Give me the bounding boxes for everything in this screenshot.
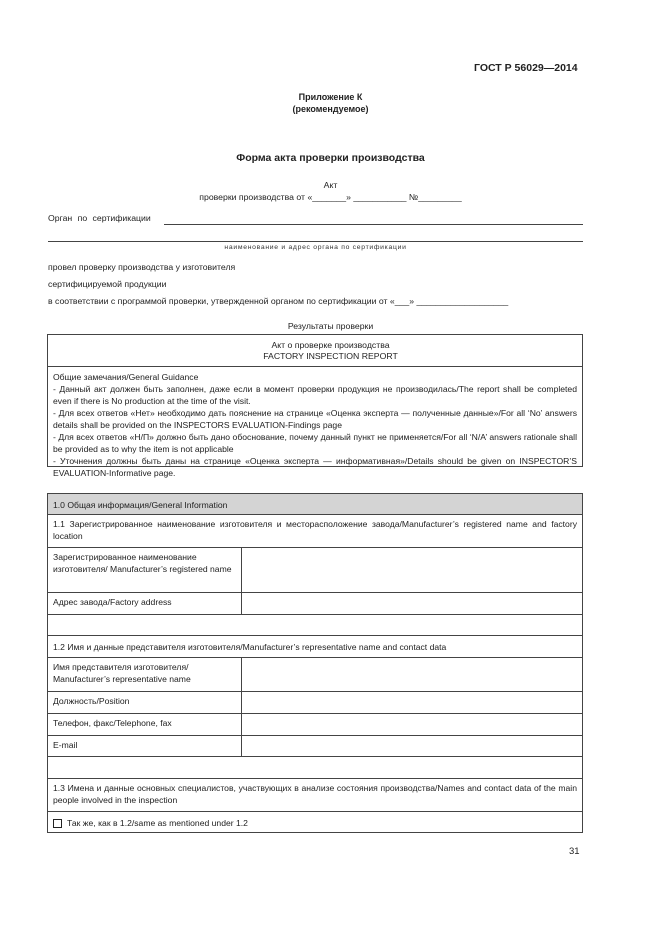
certification-body-caption: наименование и адрес органа по сертификации <box>224 244 407 251</box>
same-as-1-2-checkbox[interactable] <box>53 819 62 828</box>
guidance-item: - Данный акт должен быть заполнен, даже если в момент проверки продукция не производилась/The report shall be completed even if there is No production at the time of the visit. <box>53 384 577 406</box>
guidance-heading: Общие замечания/General Guidance <box>53 372 199 382</box>
statement-program: в соответствии с программой проверки, утвержденной органом по сертификации от «___» ___________________ <box>48 296 509 306</box>
factory-address-label: Адрес завода/Factory address <box>47 592 242 615</box>
section-1-1-title: 1.1 Зарегистрированное наименование изготовителя и месторасположение завода/Manufacturer’s registered name and factory location <box>47 514 583 548</box>
telephone-fax-field[interactable] <box>241 713 583 736</box>
empty-row[interactable] <box>47 614 583 636</box>
form-title: Форма акта проверки производства <box>236 152 425 164</box>
telephone-fax-label: Телефон, факс/Telephone, fax <box>47 713 242 736</box>
section-1-0-header: 1.0 Общая информация/General Information <box>47 493 583 515</box>
certification-body-field-line[interactable] <box>164 224 583 225</box>
position-label: Должность/Position <box>47 691 242 714</box>
report-divider <box>47 366 583 367</box>
guidance-item: - Уточнения должны быть даны на странице «Оценка эксперта — информативная»/Details should be given on INSPECTOR’S EVALUATION-Informative page. <box>53 456 577 478</box>
report-title-ru: Акт о проверке производства <box>271 340 390 350</box>
certification-body-label: Орган по сертификации <box>48 213 151 223</box>
results-title: Результаты проверки <box>287 321 374 331</box>
same-as-1-2-label: Так же, как в 1.2/same as mentioned under 1.2 <box>67 818 248 828</box>
certification-body-address-line[interactable] <box>48 241 583 242</box>
page-number: 31 <box>569 846 580 857</box>
position-field[interactable] <box>241 691 583 714</box>
standard-number: ГОСТ Р 56029—2014 <box>474 62 578 74</box>
appendix-title: Приложение К <box>298 92 363 102</box>
act-date-number-line: проверки производства от «_______» ___________ №_________ <box>199 192 462 202</box>
email-label: E-mail <box>47 735 242 757</box>
factory-address-field[interactable] <box>241 592 583 615</box>
guidance-item: - Для всех ответов «Нет» необходимо дать пояснение на странице «Оценка эксперта — полученные данные»/For all ‘No’ answers details shall be provided on the INSPECTORS EVALUATION-Findings page <box>53 408 577 430</box>
manufacturer-name-label: Зарегистрированное наименование изготовителя/ Manufacturer’s registered name <box>47 547 242 593</box>
appendix-subtitle: (рекомендуемое) <box>292 104 369 114</box>
same-as-1-2-row[interactable] <box>47 811 583 833</box>
section-1-3-title: 1.3 Имена и данные основных специалистов, участвующих в анализе состояния производства/Names and contact data of the main people involved in the inspection <box>47 778 583 812</box>
statement-manufacturer: провел проверку производства у изготовителя <box>48 262 236 272</box>
manufacturer-name-field[interactable] <box>241 547 583 593</box>
empty-row[interactable] <box>47 756 583 779</box>
guidance-item: - Для всех ответов «Н/П» должно быть дано обоснование, почему данный пункт не применяется/For all ‘N/A’ answers rationale shall be provided as to why the item is not applicable <box>53 432 577 454</box>
representative-name-label: Имя представителя изготовителя/ Manufacturer’s representative name <box>47 657 242 692</box>
act-label: Акт <box>323 180 338 190</box>
section-1-2-title: 1.2 Имя и данные представителя изготовителя/Manufacturer’s representative name and contact data <box>47 635 583 658</box>
report-title-en: FACTORY INSPECTION REPORT <box>263 351 398 361</box>
representative-name-field[interactable] <box>241 657 583 692</box>
statement-product: сертифицируемой продукции <box>48 279 167 289</box>
email-field[interactable] <box>241 735 583 757</box>
